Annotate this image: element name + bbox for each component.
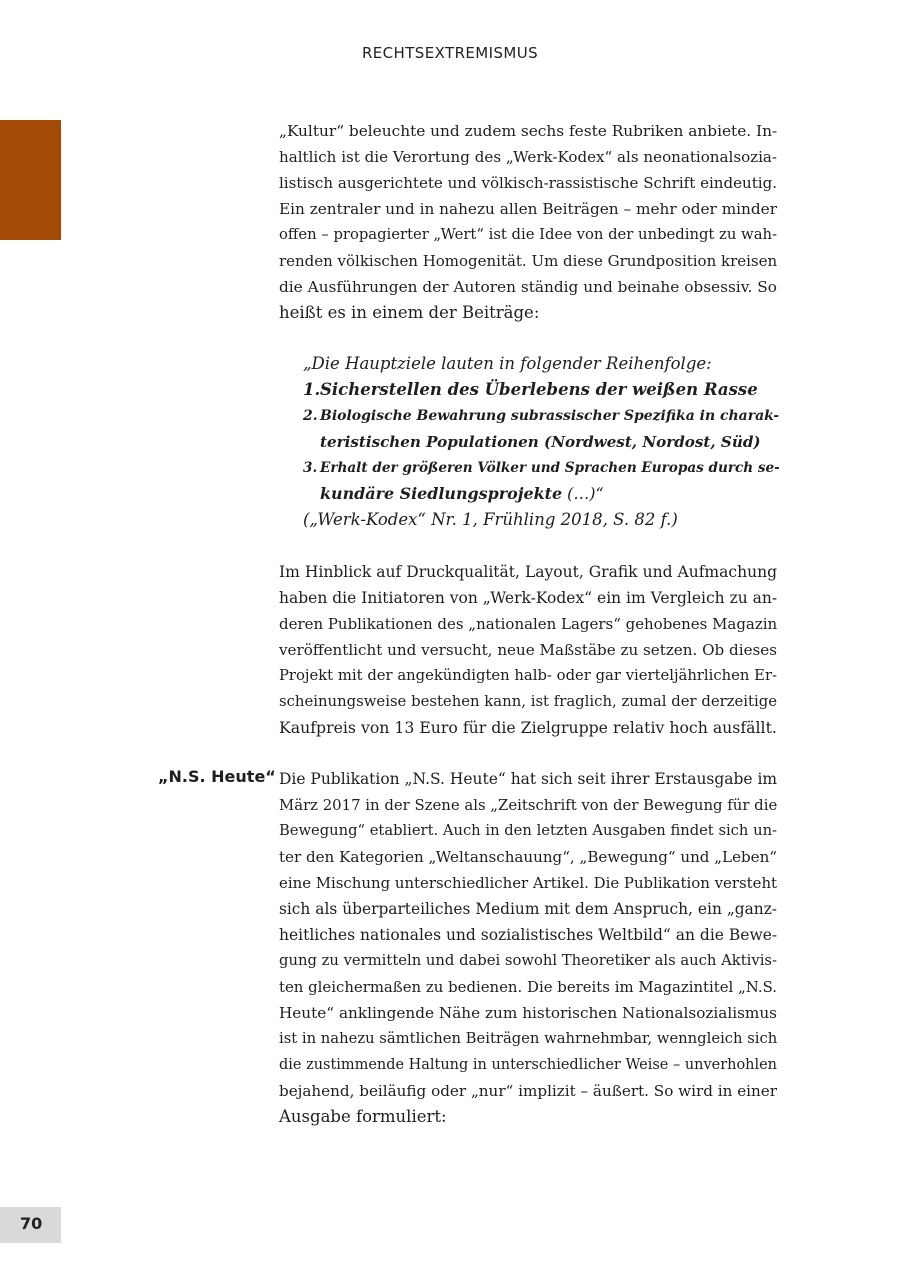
text-line: renden völkischen Homogenität. Um diese Grundposition kreisen xyxy=(279,252,778,270)
text-line: offen – propagierter „Wert“ ist die Idee von der unbedingt zu wah- xyxy=(279,226,777,243)
text-line: Bewegung“ etabliert. Auch in den letzten Ausgaben findet sich un- xyxy=(279,822,777,839)
text-line: die Ausführungen der Autoren ständig und beinahe obsessiv. So xyxy=(279,278,777,296)
running-head: RECHTSEXTREMISMUS xyxy=(361,44,539,62)
text-line: Die Publikation „N.S. Heute“ hat sich seit ihrer Erstausgabe im xyxy=(279,770,778,788)
text-line: März 2017 in der Szene als „Zeitschrift von der Bewegung für die xyxy=(279,796,778,814)
text-line: Kaufpreis von 13 Euro für die Zielgruppe relativ hoch ausfällt. xyxy=(279,718,777,737)
text-line: Im Hinblick auf Druckqualität, Layout, Grafik und Aufmachung xyxy=(279,563,777,581)
page-number: 70 xyxy=(20,1214,43,1233)
quote-intro: „Die Hauptziele lauten in folgender Reihenfolge: xyxy=(303,354,712,373)
quote-source: („Werk-Kodex“ Nr. 1, Frühling 2018, S. 82 f.) xyxy=(303,510,678,529)
text-line: eine Mischung unterschiedlicher Artikel. Die Publikation versteht xyxy=(279,874,778,892)
text-line: ten gleichermaßen zu bedienen. Die bereits im Magazintitel „N.S. xyxy=(279,978,777,996)
paragraph-3 xyxy=(279,766,777,1130)
text-line: haben die Initiatoren von „Werk-Kodex“ ein im Vergleich zu an- xyxy=(279,589,778,607)
text-line: deren Publikationen des „nationalen Lagers“ gehobenes Magazin xyxy=(279,615,778,633)
text-line: „Kultur“ beleuchte und zudem sechs feste Rubriken anbiete. In- xyxy=(279,122,778,140)
block-quote xyxy=(303,351,780,533)
text-line: listisch ausgerichtete und völkisch-rassistische Schrift eindeutig. xyxy=(279,174,777,192)
quote-item-3-cont: kundäre Siedlungsprojekte (…)“ xyxy=(320,484,604,503)
text-line: die zustimmende Haltung in unterschiedlicher Weise – unverhohlen xyxy=(279,1057,777,1073)
text-line: heißt es in einem der Beiträge: xyxy=(279,303,540,322)
text-line: scheinungsweise bestehen kann, ist fraglich, zumal der derzeitige xyxy=(279,693,777,710)
quote-item-2: 2. Biologische Bewahrung subrassischer Spezifika in charak- xyxy=(303,408,780,424)
text-line: ter den Kategorien „Weltanschauung“, „Bewegung“ und „Leben“ xyxy=(279,848,777,866)
text-line: Projekt mit der angekündigten halb- oder gar vierteljährlichen Er- xyxy=(279,667,777,684)
text-line: ist in nahezu sämtlichen Beiträgen wahrnehmbar, wenngleich sich xyxy=(279,1030,778,1047)
text-line: gung zu vermitteln und dabei sowohl Theoretiker als auch Aktivis- xyxy=(279,952,777,969)
paragraph-1 xyxy=(279,118,777,326)
paragraph-2 xyxy=(279,559,777,741)
text-line: bejahend, beiläufig oder „nur“ implizit – äußert. So wird in einer xyxy=(279,1082,777,1100)
text-line: sich als überparteiliches Medium mit dem Anspruch, ein „ganz- xyxy=(279,900,777,918)
text-line: haltlich ist die Verortung des „Werk-Kodex“ als neonationalsozia- xyxy=(279,148,777,166)
chapter-color-tab xyxy=(0,120,61,240)
section-heading: „N.S. Heute“ xyxy=(158,767,276,786)
text-line: veröffentlicht und versucht, neue Maßstäbe zu setzen. Ob dieses xyxy=(279,641,777,659)
quote-item-1: 1.Sicherstellen des Überlebens der weißen Rasse xyxy=(303,380,758,399)
quote-item-3: 3. Erhalt der größeren Völker und Sprachen Europas durch se- xyxy=(303,460,780,476)
quote-item-2-cont: teristischen Populationen (Nordwest, Nordost, Süd) xyxy=(320,433,761,451)
text-line: Ein zentraler und in nahezu allen Beiträgen – mehr oder minder xyxy=(279,200,777,218)
text-line: Heute“ anklingende Nähe zum historischen Nationalsozialismus xyxy=(279,1004,777,1022)
text-line: heitliches nationales und sozialistisches Weltbild“ an die Bewe- xyxy=(279,926,778,944)
text-line: Ausgabe formuliert: xyxy=(279,1107,447,1126)
